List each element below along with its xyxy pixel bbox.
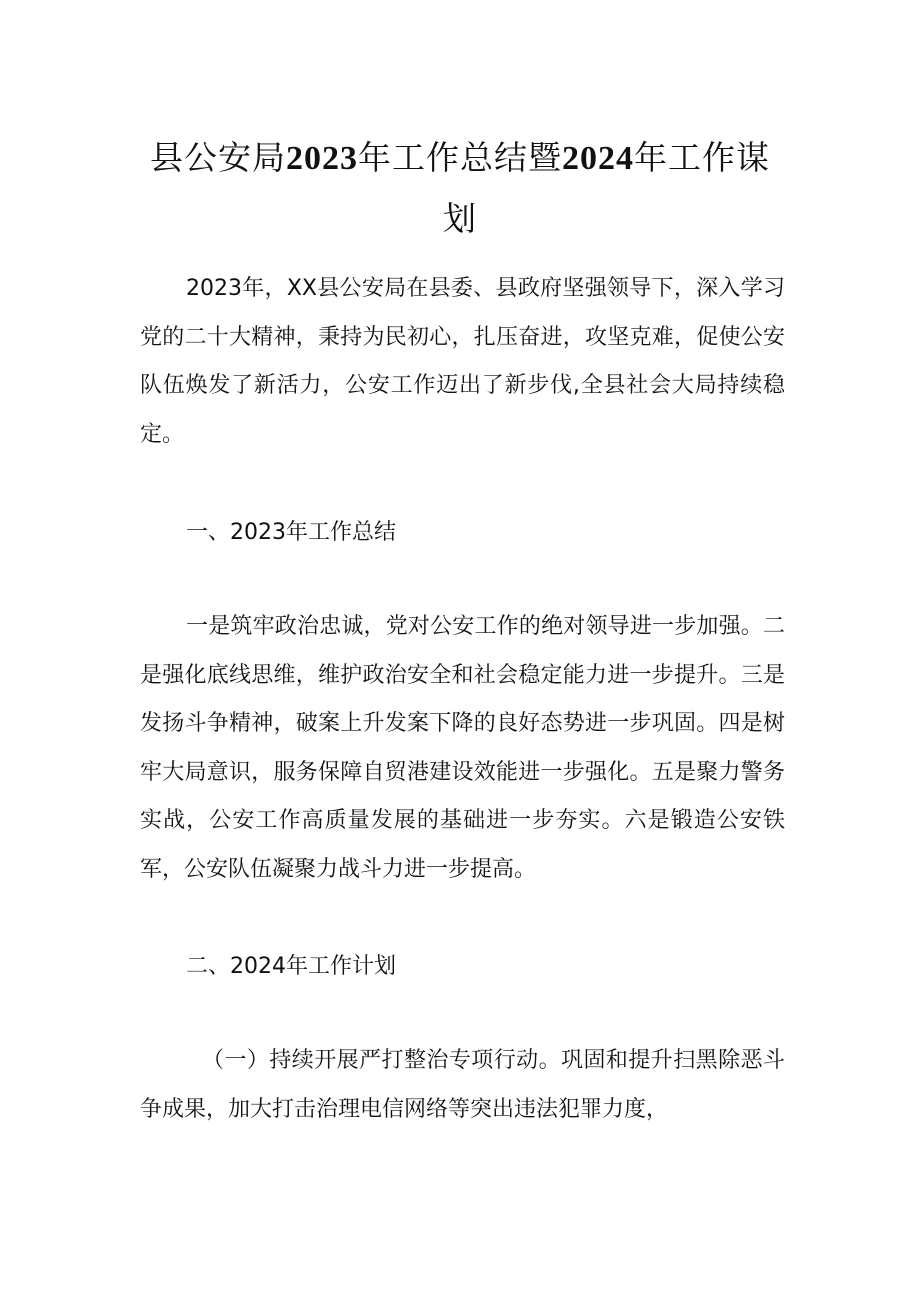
section-2-item-1: （一）持续开展严打整治专项行动。巩固和提升扫黑除恶斗争成果，加大打击治理电信网络等突出违法犯罪力度， <box>140 1048 785 1122</box>
section-2-heading: 二、2024年工作计划 <box>186 954 396 979</box>
title-year-2024: 2024 <box>562 140 634 177</box>
title-part-a: 县公安局 <box>150 138 286 177</box>
title-year-2023: 2023 <box>286 140 358 177</box>
title-part-e: 年工作谋划 <box>443 138 770 238</box>
intro-paragraph: 2023年，XX县公安局在县委、县政府坚强领导下，深入学习党的二十大精神，秉持为民初心，扎压奋进，攻坚克难，促使公安队伍焕发了新活力，公安工作迈出了新步伐,全县社会大局持续稳定。 <box>140 276 785 447</box>
section-1-body: 一是筑牢政治忠诚，党对公安工作的绝对领导进一步加强。二是强化底线思维，维护政治安全和社会稳定能力进一步提升。三是发扬斗争精神，破案上升发案下降的良好态势进一步巩固。四是树牢大局意识，服务保障自贸港建设效能进一步强化。五是聚力警务实战，公安工作高质量发展的基础进一步夯实。六是锻造公安铁军，公安队伍凝聚力战斗力进一步提高。 <box>140 614 785 882</box>
document-title <box>140 128 780 249</box>
section-1-heading: 一、2023年工作总结 <box>186 520 396 545</box>
title-part-c: 年工作总结暨 <box>358 138 562 177</box>
